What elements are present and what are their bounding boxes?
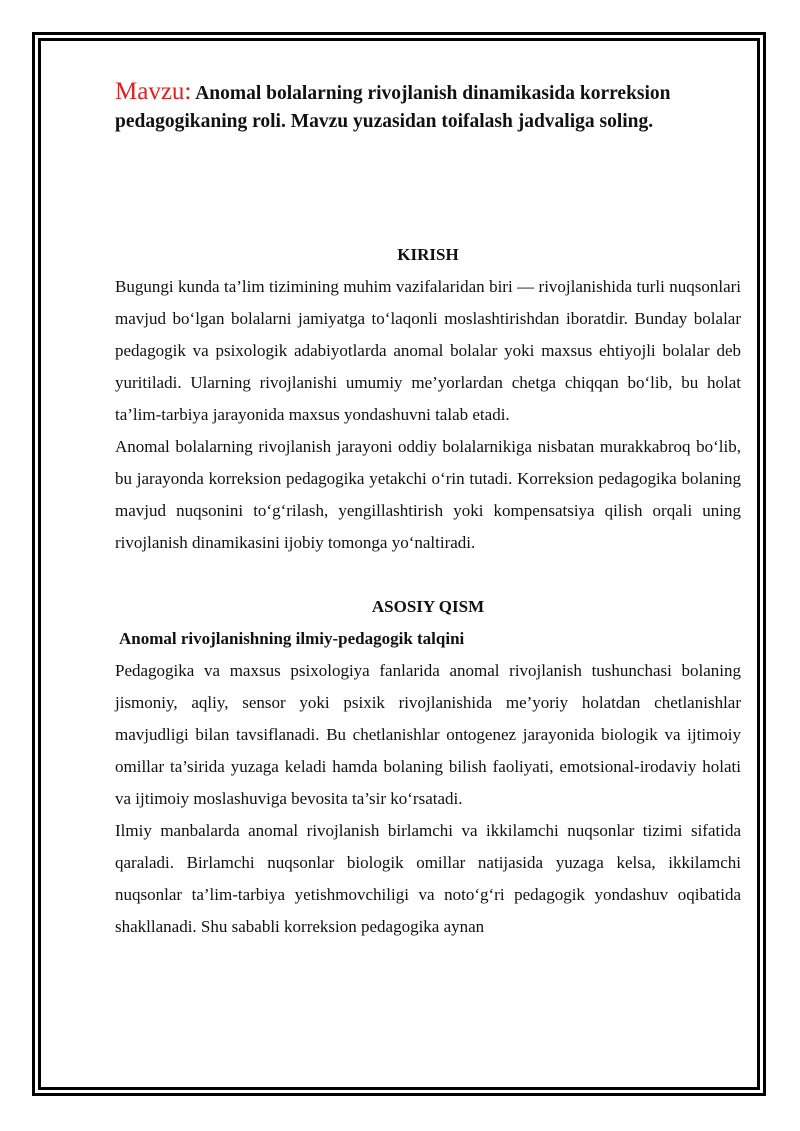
topic-label: Mavzu: bbox=[115, 78, 192, 105]
main-subheading: Anomal rivojlanishning ilmiy-pedagogik talqini bbox=[119, 629, 465, 648]
main-heading: ASOSIY QISM bbox=[371, 597, 485, 616]
topic-text: Anomal bolalarning rivojlanish dinamikasida korreksion pedagogikaning roli. Mavzu yuzasidan toifalash jadvaliga soling. bbox=[115, 83, 671, 132]
main-paragraph-1: Pedagogika va maxsus psixologiya fanlarida anomal rivojlanish tushunchasi bolaning jismoniy, aqliy, sensor yoki psixik rivojlanishida me’yoriy holatdan chetlanishlar mavjudligi bilan tavsiflanadi. Bu chetlanishlar ontogenez jarayonida biologik va ijtimoiy omillar ta’sirida yuzaga keladi hamda bolaning bilish faoliyati, emotsional-irodaviy holati va ijtimoiy moslashuviga bevosita ta’sir ko‘rsatadi. bbox=[115, 661, 741, 808]
topic-line bbox=[115, 78, 741, 136]
intro-heading: KIRISH bbox=[397, 245, 459, 264]
document-body bbox=[115, 78, 741, 943]
intro-paragraph-2: Anomal bolalarning rivojlanish jarayoni oddiy bolalarnikiga nisbatan murakkabroq bo‘lib, bu jarayonda korreksion pedagogika yetakchi o‘rin tutadi. Korreksion pedagogika bolaning mavjud nuqsonini to‘g‘rilash, yengillashtirish yoki kompensatsiya qilish orqali uning rivojlanish dinamikasini ijobiy tomonga yo‘naltiradi. bbox=[115, 437, 741, 552]
intro-paragraph-1: Bugungi kunda ta’lim tizimining muhim vazifalaridan biri — rivojlanishida turli nuqsonlari mavjud bo‘lgan bolalarni jamiyatga to‘laqonli moslashtirishdan iboratdir. Bunday bolalar pedagogik va psixologik adabiyotlarda anomal bolalar yoki maxsus ehtiyojli bolalar deb yuritiladi. Ularning rivojlanishi umumiy me’yorlardan chetga chiqqan bo‘lib, bu holat ta’lim-tarbiya jarayonida maxsus yondashuvni talab etadi. bbox=[115, 277, 741, 424]
main-paragraph-2: Ilmiy manbalarda anomal rivojlanish birlamchi va ikkilamchi nuqsonlar tizimi sifatida qaraladi. Birlamchi nuqsonlar biologik omillar natijasida yuzaga kelsa, ikkilamchi nuqsonlar ta’lim-tarbiya yetishmovchiligi va noto‘g‘ri pedagogik yondashuv oqibatida shakllanadi. Shu sababli korreksion pedagogika aynan bbox=[115, 821, 741, 936]
